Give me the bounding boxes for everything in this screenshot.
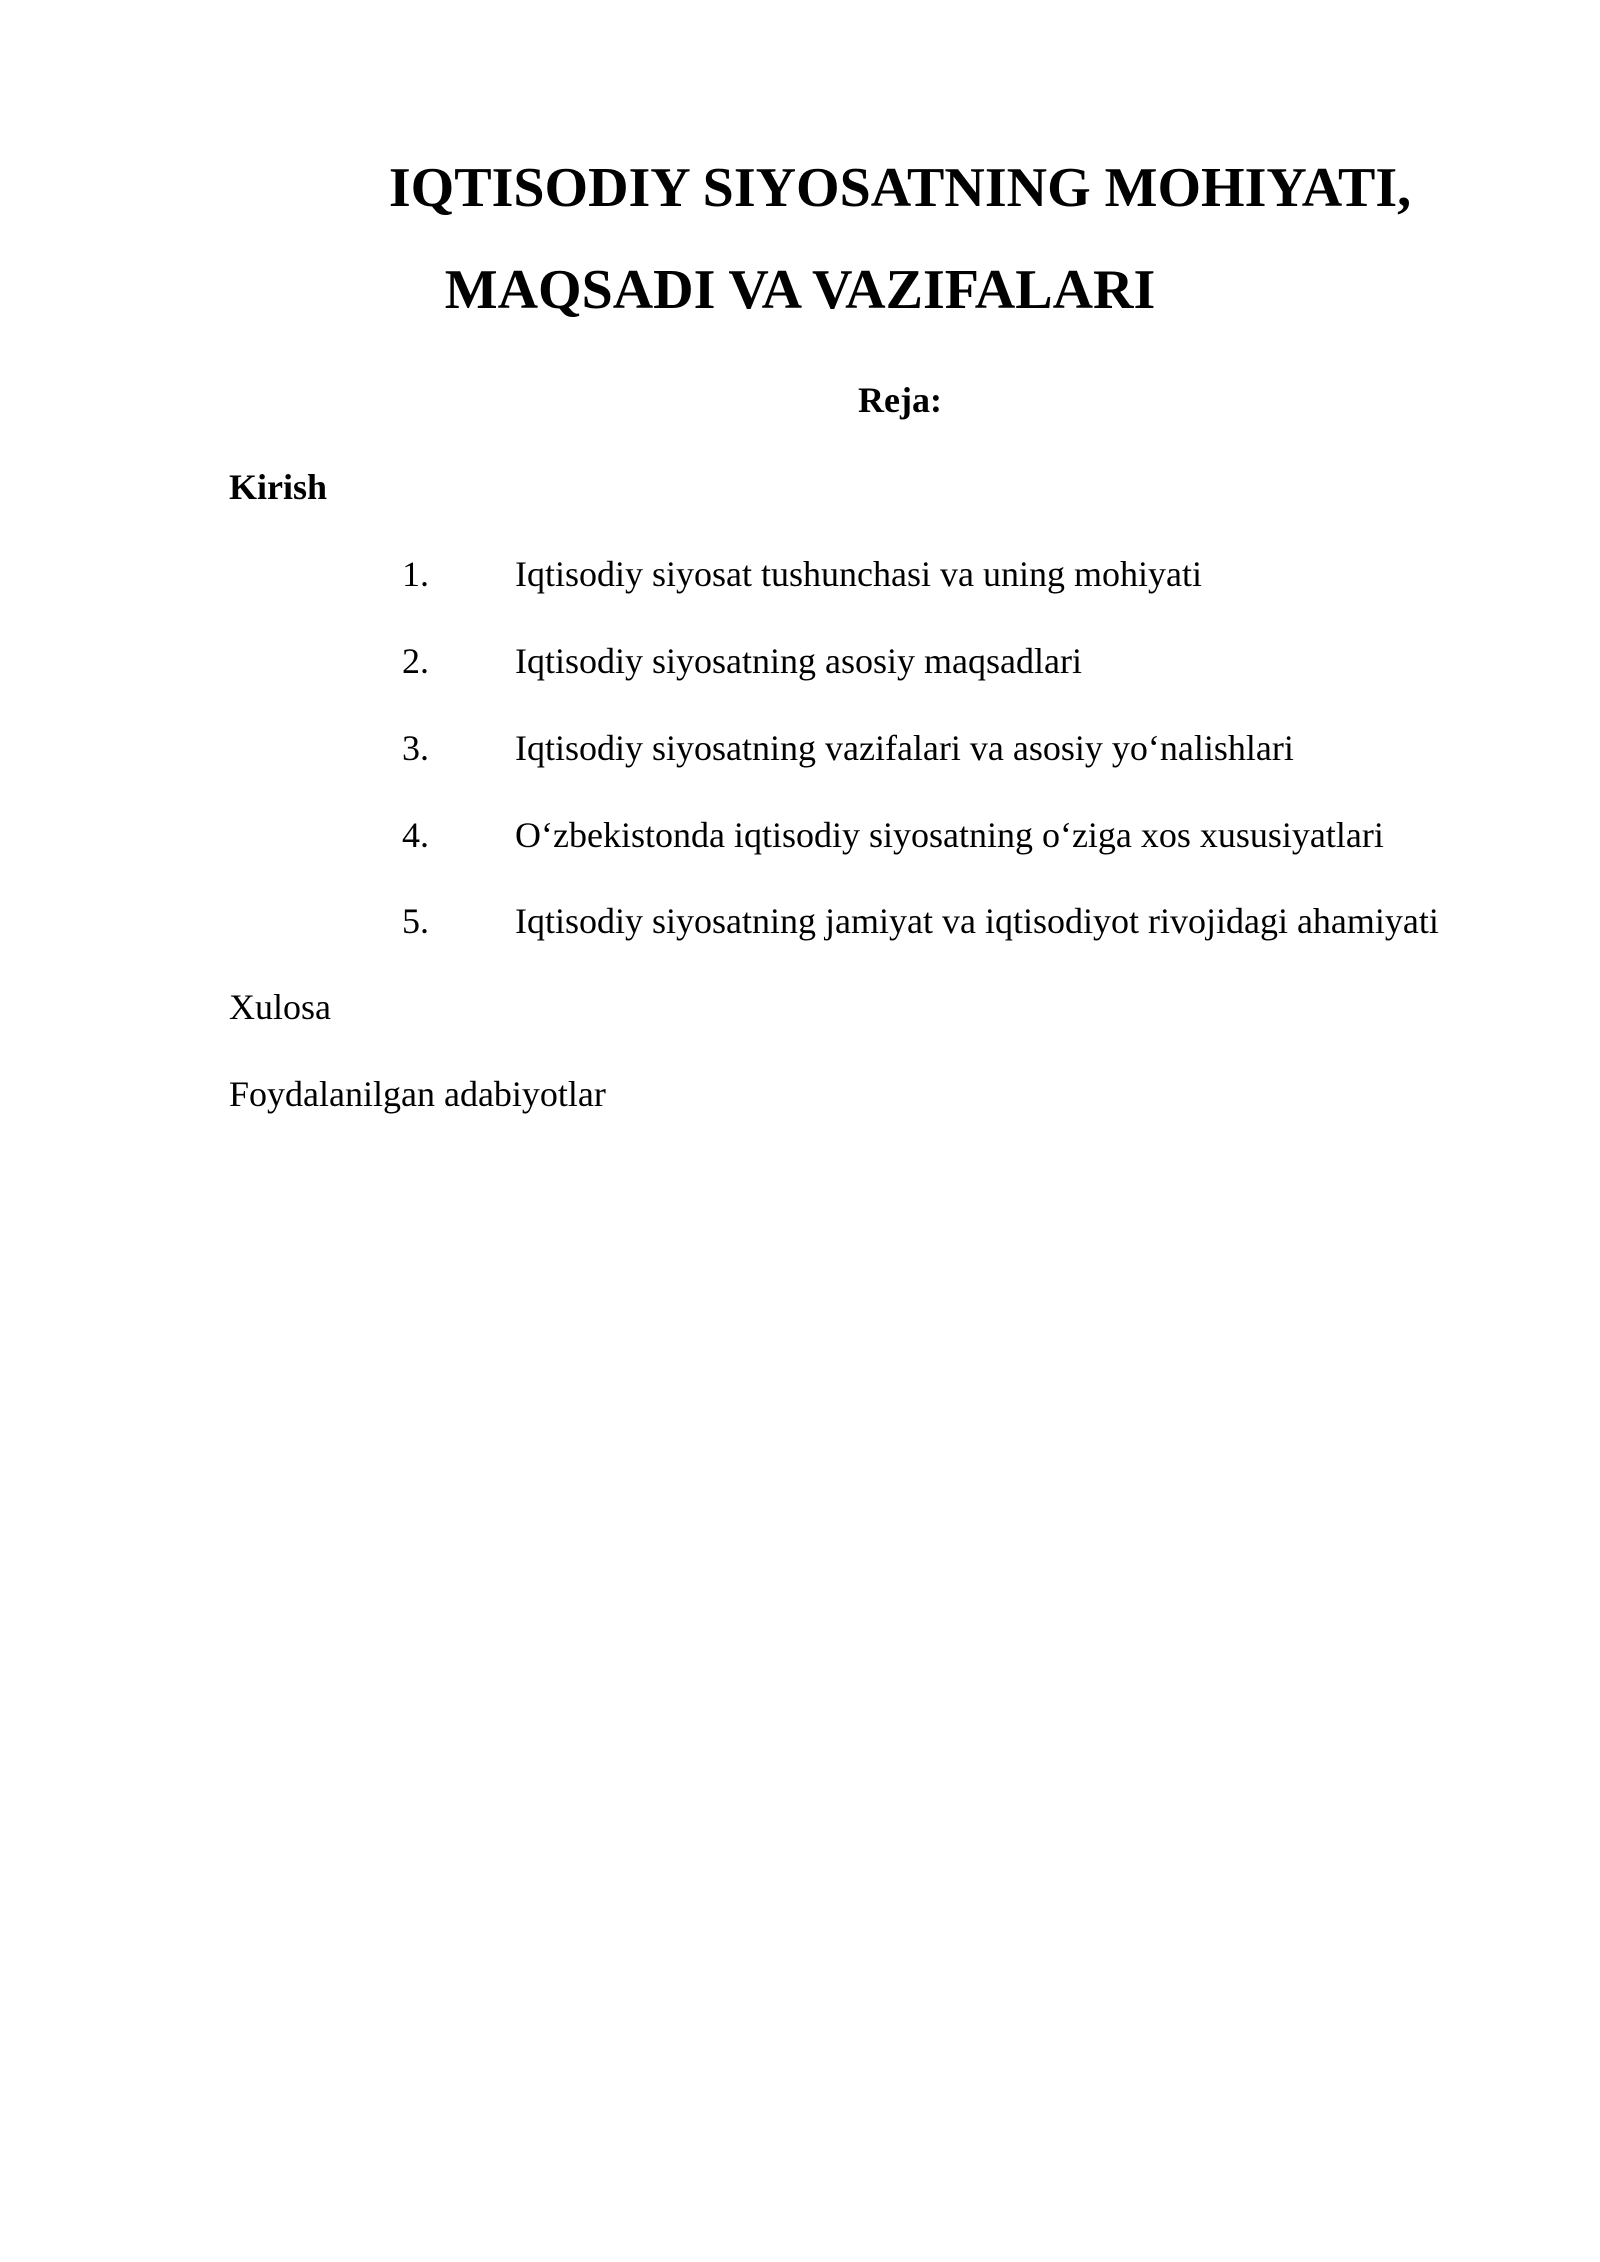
intro-heading: Kirish	[229, 467, 328, 507]
conclusion-heading: Xulosa	[229, 987, 331, 1027]
plan-item	[0, 639, 1600, 683]
plan-item-text: Iqtisodiy siyosatning vazifalari va asosiy yo‘nalishlari	[515, 728, 1294, 768]
references-heading: Foydalanilgan adabiyotlar	[229, 1074, 606, 1114]
plan-item-text: Iqtisodiy siyosatning asosiy maqsadlari	[515, 641, 1082, 681]
plan-item-number: 4.	[402, 815, 429, 855]
plan-heading: Reja:	[858, 380, 942, 420]
plan-item-number: 1.	[402, 554, 429, 594]
document-title-line-2: MAQSADI VA VAZIFALARI	[444, 259, 1156, 321]
plan-item-number: 3.	[402, 728, 429, 768]
plan-item	[0, 552, 1600, 596]
plan-item-text: O‘zbekistonda iqtisodiy siyosatning o‘ziga xos xususiyatlari	[515, 815, 1384, 855]
plan-item-number: 2.	[402, 641, 429, 681]
plan-item	[0, 726, 1600, 770]
plan-item	[0, 899, 1600, 943]
plan-item-number: 5.	[402, 901, 429, 941]
plan-item	[0, 813, 1600, 857]
plan-item-text: Iqtisodiy siyosat tushunchasi va uning mohiyati	[515, 554, 1202, 594]
document-title-line-1: IQTISODIY SIYOSATNING MOHIYATI,	[388, 157, 1412, 219]
plan-item-text: Iqtisodiy siyosatning jamiyat va iqtisodiyot rivojidagi ahamiyati	[515, 901, 1439, 941]
